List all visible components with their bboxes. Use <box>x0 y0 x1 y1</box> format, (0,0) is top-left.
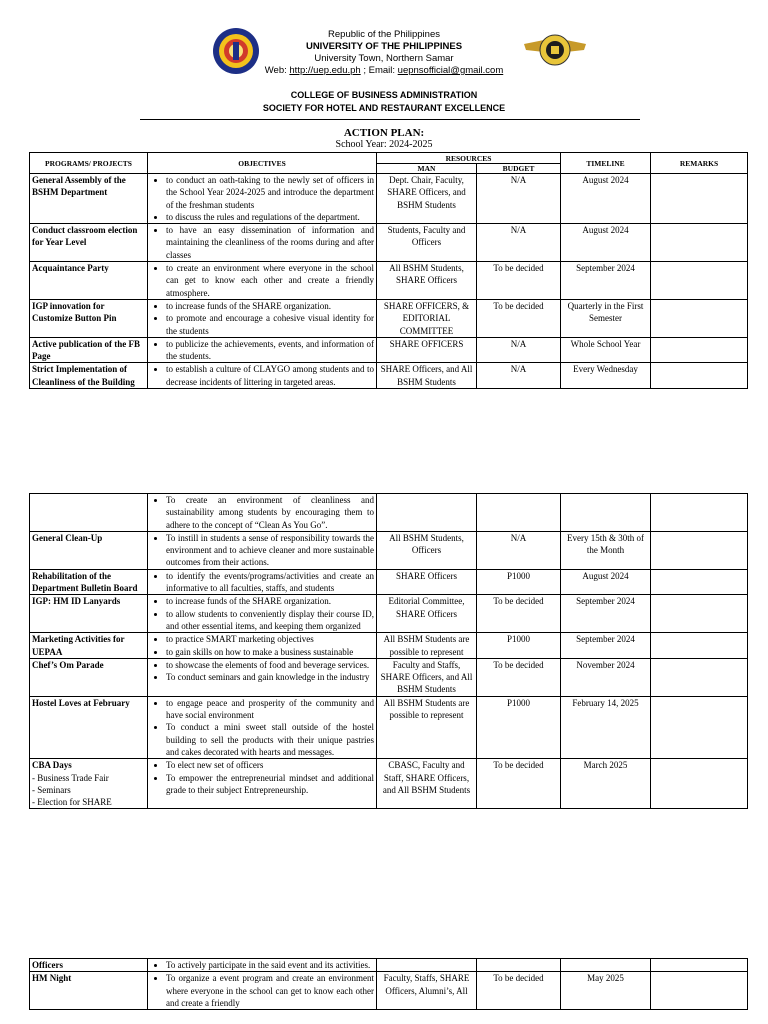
table-row <box>30 569 748 595</box>
timeline-cell: Every 15th & 30th of the Month <box>561 531 651 569</box>
table-row <box>30 262 748 300</box>
objective-item: • to engage peace and prosperity of the community and have social environment <box>166 697 374 722</box>
timeline-cell: September 2024 <box>561 595 651 633</box>
objectives-cell <box>148 959 377 972</box>
remarks-cell <box>651 174 748 224</box>
objective-item: • to gain skills on how to make a business sustainable <box>166 646 374 658</box>
table-row <box>30 299 748 337</box>
budget-cell: P1000 <box>477 696 561 758</box>
timeline-cell: May 2025 <box>561 972 651 1010</box>
table-row <box>30 174 748 224</box>
budget-cell: N/A <box>477 174 561 224</box>
program-cell <box>30 658 148 696</box>
program-cell <box>30 759 148 809</box>
objective-item: • to create an environment where everyone in the school can get to know each other and create a friendly atmosphere. <box>166 262 374 299</box>
objective-item: • To empower the entrepreneurial mindset and additional grade to their subject Entrepreneurship. <box>166 772 374 797</box>
man-cell: All BSHM Students, Officers <box>377 531 477 569</box>
objectives-list <box>150 972 374 1009</box>
timeline-cell: February 14, 2025 <box>561 696 651 758</box>
table-row <box>30 759 748 809</box>
man-cell <box>377 959 477 972</box>
remarks-cell <box>651 595 748 633</box>
program-sub-items <box>32 772 145 809</box>
budget-cell: N/A <box>477 531 561 569</box>
objectives-cell <box>148 262 377 300</box>
header-society: SOCIETY FOR HOTEL AND RESTAURANT EXCELLENCE <box>262 103 506 113</box>
remarks-cell <box>651 299 748 337</box>
program-name: General Assembly of the BSHM Department <box>32 175 126 198</box>
objective-item: • to promote and encourage a cohesive visual identity for the students <box>166 312 374 337</box>
remarks-cell <box>651 531 748 569</box>
objectives-cell <box>148 224 377 262</box>
program-cell <box>30 262 148 300</box>
email-link[interactable]: uepnsofficial@gmail.com <box>397 65 504 76</box>
website-link[interactable]: http://uep.edu.ph <box>289 65 361 76</box>
objectives-cell <box>148 363 377 389</box>
program-cell <box>30 959 148 972</box>
objective-item: • to publicize the achievements, events, and information of the students. <box>166 338 374 363</box>
objective-item: • to increase funds of the SHARE organization. <box>166 300 374 312</box>
program-cell <box>30 633 148 659</box>
email-label: ; Email: <box>360 65 398 76</box>
header-timeline: TIMELINE <box>561 153 651 174</box>
man-cell: Faculty, Staffs, SHARE Officers, Alumni’s, All <box>377 972 477 1010</box>
timeline-cell: September 2024 <box>561 262 651 300</box>
objective-item: • To create an environment of cleanliness and sustainability among students by encouraging them to adhere to the concept of “Clean As You Go”. <box>166 494 374 531</box>
program-sub-item: - Election for SHARE <box>32 797 112 808</box>
program-name: Active publication of the FB Page <box>32 338 140 362</box>
table-row <box>30 972 748 1010</box>
budget-cell: To be decided <box>477 262 561 300</box>
table-row <box>30 494 748 532</box>
table-row <box>30 531 748 569</box>
header-resources: RESOURCES <box>377 153 561 164</box>
objectives-list <box>150 633 374 658</box>
objective-item: • to increase funds of the SHARE organization. <box>166 595 374 607</box>
objectives-list <box>150 570 374 595</box>
objectives-list <box>150 595 374 632</box>
program-name: HM Night <box>32 973 72 984</box>
budget-cell: N/A <box>477 224 561 262</box>
header-man: MAN <box>377 164 477 174</box>
objectives-list <box>150 224 374 261</box>
budget-cell: To be decided <box>477 759 561 809</box>
objective-item: • To instill in students a sense of responsibility towards the environment and to achieve cleaner and more sustainable outcomes from their actions. <box>166 532 374 569</box>
objective-item: • to allow students to conveniently display their course ID, and other essential items, and keeping them organized <box>166 608 374 633</box>
program-name: Strict Implementation of Cleanliness of the Building <box>32 364 135 387</box>
program-name: IGP: HM ID Lanyards <box>32 596 121 607</box>
man-cell: SHARE Officers, and All BSHM Students <box>377 363 477 389</box>
program-name: Hostel Loves at February <box>32 697 130 708</box>
table-row <box>30 633 748 659</box>
timeline-cell: Whole School Year <box>561 337 651 363</box>
man-cell: CBASC, Faculty and Staff, SHARE Officers, and All BSHM Students <box>377 759 477 809</box>
program-cell <box>30 494 148 532</box>
remarks-cell <box>651 224 748 262</box>
program-cell <box>30 363 148 389</box>
objective-item: • To organize a event program and create an environment where everyone in the school can get to know each other and create a friendly <box>166 972 374 1009</box>
budget-cell: P1000 <box>477 633 561 659</box>
man-cell: Faculty and Staffs, SHARE Officers, and All BSHM Students <box>377 658 477 696</box>
man-cell: Editorial Committee, SHARE Officers <box>377 595 477 633</box>
header-objectives: OBJECTIVES <box>148 153 377 174</box>
objectives-list <box>150 759 374 796</box>
budget-cell: N/A <box>477 337 561 363</box>
objectives-list <box>150 262 374 299</box>
objective-item: • to practice SMART marketing objectives <box>166 633 374 645</box>
objectives-cell <box>148 494 377 532</box>
table-row <box>30 363 748 389</box>
objectives-cell <box>148 633 377 659</box>
objective-item: • to conduct an oath-taking to the newly set of officers in the School Year 2024-2025 and introduce the department of the freshman students <box>166 174 374 211</box>
program-cell <box>30 531 148 569</box>
man-cell: SHARE OFFICERS <box>377 337 477 363</box>
man-cell: All BSHM Students are possible to represent <box>377 633 477 659</box>
objectives-cell <box>148 595 377 633</box>
objectives-cell <box>148 299 377 337</box>
program-cell <box>30 224 148 262</box>
objectives-cell <box>148 658 377 696</box>
timeline-cell: August 2024 <box>561 224 651 262</box>
objectives-list <box>150 338 374 363</box>
objectives-cell <box>148 759 377 809</box>
objectives-cell <box>148 337 377 363</box>
budget-cell <box>477 959 561 972</box>
objectives-list <box>150 363 374 388</box>
program-cell <box>30 299 148 337</box>
man-cell: Students, Faculty and Officers <box>377 224 477 262</box>
budget-cell: P1000 <box>477 569 561 595</box>
objective-item: • To conduct seminars and gain knowledge in the industry <box>166 671 374 683</box>
objective-item: • to discuss the rules and regulations of the department. <box>166 211 374 223</box>
table-row <box>30 224 748 262</box>
remarks-cell <box>651 633 748 659</box>
man-cell <box>377 494 477 532</box>
objective-item: • to have an easy dissemination of information and maintaining the cleanliness of the rooms during and after classes <box>166 224 374 261</box>
web-label: Web: <box>264 65 290 76</box>
timeline-cell: Quarterly in the First Semester <box>561 299 651 337</box>
header-college: COLLEGE OF BUSINESS ADMINISTRATION <box>290 90 478 100</box>
header-contact <box>0 65 768 76</box>
remarks-cell <box>651 959 748 972</box>
remarks-cell <box>651 658 748 696</box>
objectives-list <box>150 300 374 337</box>
budget-cell: To be decided <box>477 658 561 696</box>
program-cell <box>30 972 148 1010</box>
man-cell: SHARE OFFICERS, & EDITORIAL COMMITTEE <box>377 299 477 337</box>
program-name: CBA Days <box>32 760 72 771</box>
budget-cell <box>477 494 561 532</box>
objectives-list <box>150 174 374 223</box>
program-cell <box>30 696 148 758</box>
man-cell: SHARE Officers <box>377 569 477 595</box>
budget-cell: To be decided <box>477 299 561 337</box>
remarks-cell <box>651 972 748 1010</box>
program-sub-item: - Business Trade Fair <box>32 772 109 783</box>
program-name: Chef’s Om Parade <box>32 659 104 670</box>
table-row <box>30 337 748 363</box>
objective-item: • To actively participate in the said event and its activities. <box>166 959 374 971</box>
objectives-cell <box>148 569 377 595</box>
objectives-cell <box>148 972 377 1010</box>
man-cell: All BSHM Students are possible to represent <box>377 696 477 758</box>
budget-cell: N/A <box>477 363 561 389</box>
timeline-cell <box>561 959 651 972</box>
objective-item: • to showcase the elements of food and beverage services. <box>166 659 374 671</box>
remarks-cell <box>651 494 748 532</box>
objective-item: • to identify the events/programs/activities and create an informative to all faculties, staffs, and students <box>166 570 374 595</box>
program-name: Rehabilitation of the Department Bulletin Board <box>32 570 138 594</box>
remarks-cell <box>651 337 748 363</box>
action-plan-table-3 <box>29 958 748 1010</box>
table-row <box>30 696 748 758</box>
objectives-cell <box>148 174 377 224</box>
program-cell <box>30 569 148 595</box>
objectives-list <box>150 659 374 684</box>
program-cell <box>30 595 148 633</box>
table-row <box>30 959 748 972</box>
header-republic: Republic of the Philippines <box>328 29 440 40</box>
program-name: Officers <box>32 960 63 970</box>
budget-cell: To be decided <box>477 595 561 633</box>
program-name: Conduct classroom election for Year Level <box>32 225 138 248</box>
timeline-cell: Every Wednesday <box>561 363 651 389</box>
header-divider <box>140 119 640 120</box>
school-year: School Year: 2024-2025 <box>335 139 433 150</box>
objectives-list <box>150 959 374 971</box>
header-university: UNIVERSITY OF THE PHILIPPINES <box>305 41 463 52</box>
program-name: General Clean-Up <box>32 532 103 543</box>
action-plan-table-1 <box>29 152 748 389</box>
table-row <box>30 658 748 696</box>
timeline-cell: September 2024 <box>561 633 651 659</box>
objectives-list <box>150 697 374 758</box>
objectives-cell <box>148 531 377 569</box>
remarks-cell <box>651 363 748 389</box>
objective-item: • To conduct a mini sweet stall outside of the hostel building to sell the products with their unique pastries and cakes decorated with hearts and messages. <box>166 721 374 758</box>
objective-item: • to establish a culture of CLAYGO among students and to decrease incidents of littering in targeted areas. <box>166 363 374 388</box>
objective-item: • To elect new set of officers <box>166 759 374 771</box>
program-cell <box>30 337 148 363</box>
program-cell <box>30 174 148 224</box>
header-address: University Town, Northern Samar <box>314 53 454 64</box>
document-title: ACTION PLAN: <box>343 127 425 139</box>
budget-cell: To be decided <box>477 972 561 1010</box>
header-budget: BUDGET <box>477 164 561 174</box>
objectives-list <box>150 494 374 531</box>
timeline-cell: March 2025 <box>561 759 651 809</box>
header-remarks: REMARKS <box>651 153 748 174</box>
objectives-cell <box>148 696 377 758</box>
remarks-cell <box>651 696 748 758</box>
remarks-cell <box>651 262 748 300</box>
objectives-list <box>150 532 374 569</box>
timeline-cell: August 2024 <box>561 569 651 595</box>
man-cell: Dept. Chair, Faculty, SHARE Officers, and BSHM Students <box>377 174 477 224</box>
program-name: IGP innovation for Customize Button Pin <box>32 300 117 324</box>
program-name: Acquaintance Party <box>32 263 109 274</box>
action-plan-table-2 <box>29 493 748 809</box>
timeline-cell: August 2024 <box>561 174 651 224</box>
program-name: Marketing Activities for UEPAA <box>32 634 125 657</box>
timeline-cell: November 2024 <box>561 658 651 696</box>
header-programs: PROGRAMS/ PROJECTS <box>30 153 148 174</box>
timeline-cell <box>561 494 651 532</box>
program-sub-item: - Seminars <box>32 784 71 795</box>
remarks-cell <box>651 569 748 595</box>
table-row <box>30 595 748 633</box>
man-cell: All BSHM Students, SHARE Officers <box>377 262 477 300</box>
remarks-cell <box>651 759 748 809</box>
